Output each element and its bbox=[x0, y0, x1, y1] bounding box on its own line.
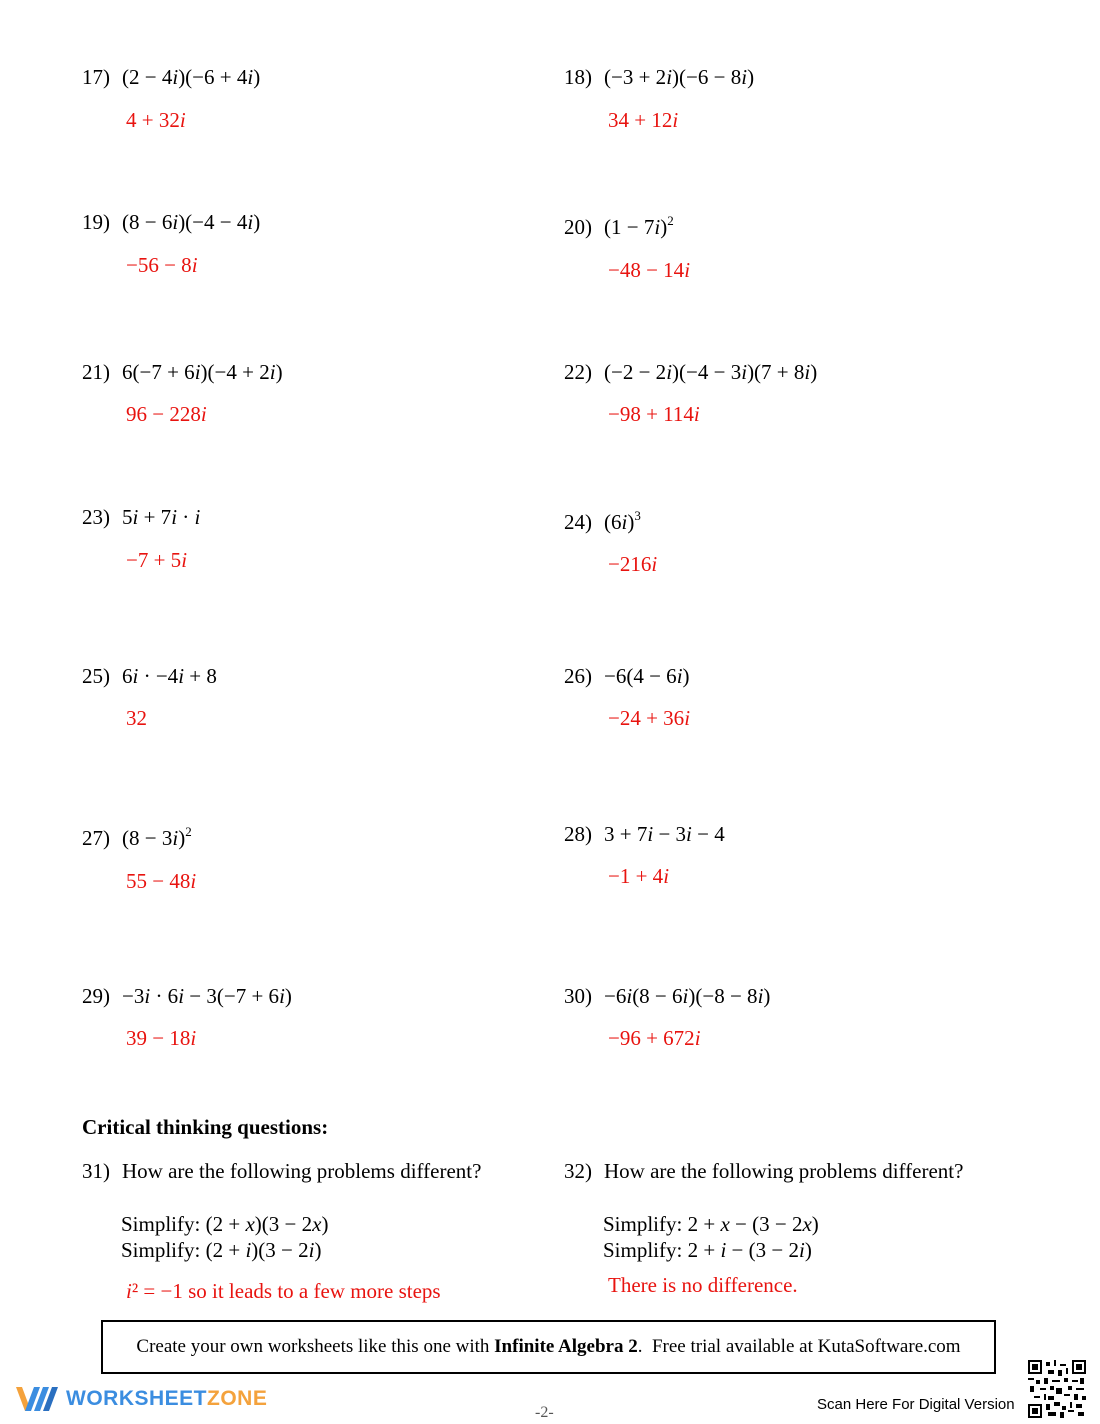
worksheetzone-w-icon bbox=[14, 1384, 60, 1414]
worksheetzone-logo[interactable] bbox=[14, 1384, 267, 1414]
problem-27: 27) $(8 - 3i)^2$ bbox=[82, 824, 192, 850]
answer-21: 96 − 228i bbox=[126, 402, 207, 426]
footer-product-name: Infinite Algebra 2 bbox=[494, 1336, 638, 1357]
qr-code-icon[interactable] bbox=[1028, 1360, 1086, 1418]
problem-31: 31) How are the following problems different? bbox=[82, 1159, 482, 1183]
footer-text-after: . Free trial available at KutaSoftware.com bbox=[637, 1336, 961, 1357]
problem-expression: −3i · 6i − 3(−7 + 6i) bbox=[122, 984, 292, 1008]
answer-29: 39 − 18i bbox=[126, 1026, 197, 1050]
answer-30: −96 + 672i bbox=[608, 1026, 701, 1050]
question-text: How are the following problems different? bbox=[122, 1159, 482, 1183]
problem-19: 19) (8 − 6i)(−4 − 4i) bbox=[82, 210, 261, 234]
problem-30: 30) −6i(8 − 6i)(−8 − 8i) bbox=[564, 984, 771, 1008]
simplify-line-31a: Simplify: (2 + x)(3 − 2x) bbox=[121, 1212, 329, 1236]
problem-expression: (−3 + 2i)(−6 − 8i) bbox=[604, 65, 755, 89]
answer-22: −98 + 114i bbox=[608, 402, 700, 426]
logo-text bbox=[66, 1387, 267, 1411]
problem-expression: −6i(8 − 6i)(−8 − 8i) bbox=[604, 984, 771, 1008]
page-number: -2- bbox=[535, 1404, 554, 1421]
problem-23: 23) 5i + 7i · i bbox=[82, 505, 201, 529]
answer-17: 4 + 32i bbox=[126, 108, 186, 132]
problem-18: 18) (−3 + 2i)(−6 − 8i) bbox=[564, 65, 755, 89]
scan-caption: Scan Here For Digital Version bbox=[817, 1396, 1015, 1413]
answer-28: −1 + 4i bbox=[608, 864, 670, 888]
problem-expression: 6(−7 + 6i)(−4 + 2i) bbox=[122, 360, 283, 384]
problem-26: 26) −6(4 − 6i) bbox=[564, 664, 690, 688]
problem-32: 32) How are the following problems different? bbox=[564, 1159, 964, 1183]
problem-21: 21) 6(−7 + 6i)(−4 + 2i) bbox=[82, 360, 283, 384]
problem-expression: 3 + 7i − 3i − 4 bbox=[604, 822, 725, 846]
problem-expression: (2 − 4i)(−6 + 4i) bbox=[122, 65, 261, 89]
problem-22: 22) (−2 − 2i)(−4 − 3i)(7 + 8i) bbox=[564, 360, 818, 384]
critical-thinking-heading: Critical thinking questions: bbox=[82, 1115, 329, 1139]
answer-32: There is no difference. bbox=[608, 1273, 798, 1297]
answer-27: 55 − 48i bbox=[126, 869, 197, 893]
problem-28: 28) 3 + 7i − 3i − 4 bbox=[564, 822, 725, 846]
simplify-line-32a: Simplify: 2 + x − (3 − 2x) bbox=[603, 1212, 819, 1236]
problem-expression: 6i · −4i + 8 bbox=[122, 664, 217, 688]
problem-25: 25) 6i · −4i + 8 bbox=[82, 664, 217, 688]
simplify-line-31b: Simplify: (2 + i)(3 − 2i) bbox=[121, 1238, 322, 1262]
answer-20: −48 − 14i bbox=[608, 258, 691, 282]
problem-expression: $(1 - 7i)^2$ bbox=[604, 213, 674, 239]
answer-19: −56 − 8i bbox=[126, 253, 198, 277]
question-text: How are the following problems different? bbox=[604, 1159, 964, 1183]
logo-text-zone: ZONE bbox=[207, 1387, 268, 1410]
problem-29: 29) −3i · 6i − 3(−7 + 6i) bbox=[82, 984, 292, 1008]
answer-26: −24 + 36i bbox=[608, 706, 691, 730]
answer-25: 32 bbox=[126, 706, 147, 730]
problem-20: 20) $(1 - 7i)^2$ bbox=[564, 213, 674, 239]
problem-24: 24) $(6i)^3$ bbox=[564, 508, 641, 534]
problem-17: 17) (2 − 4i)(−6 + 4i) bbox=[82, 65, 261, 89]
kuta-footer-box bbox=[101, 1320, 996, 1374]
problem-expression: $(6i)^3$ bbox=[604, 508, 641, 534]
simplify-line-32b: Simplify: 2 + i − (3 − 2i) bbox=[603, 1238, 812, 1262]
answer-23: −7 + 5i bbox=[126, 548, 188, 572]
footer-text-before: Create your own worksheets like this one with bbox=[136, 1336, 495, 1357]
problem-expression: −6(4 − 6i) bbox=[604, 664, 690, 688]
problem-expression: (8 − 6i)(−4 − 4i) bbox=[122, 210, 261, 234]
logo-text-worksheet: WORKSHEET bbox=[66, 1387, 207, 1410]
problem-expression: 5i + 7i · i bbox=[122, 505, 201, 529]
answer-31: i² = −1 so it leads to a few more steps bbox=[126, 1279, 441, 1303]
problem-expression: (−2 − 2i)(−4 − 3i)(7 + 8i) bbox=[604, 360, 818, 384]
answer-24: −216i bbox=[608, 552, 658, 576]
problem-expression: $(8 - 3i)^2$ bbox=[122, 824, 192, 850]
answer-18: 34 + 12i bbox=[608, 108, 679, 132]
